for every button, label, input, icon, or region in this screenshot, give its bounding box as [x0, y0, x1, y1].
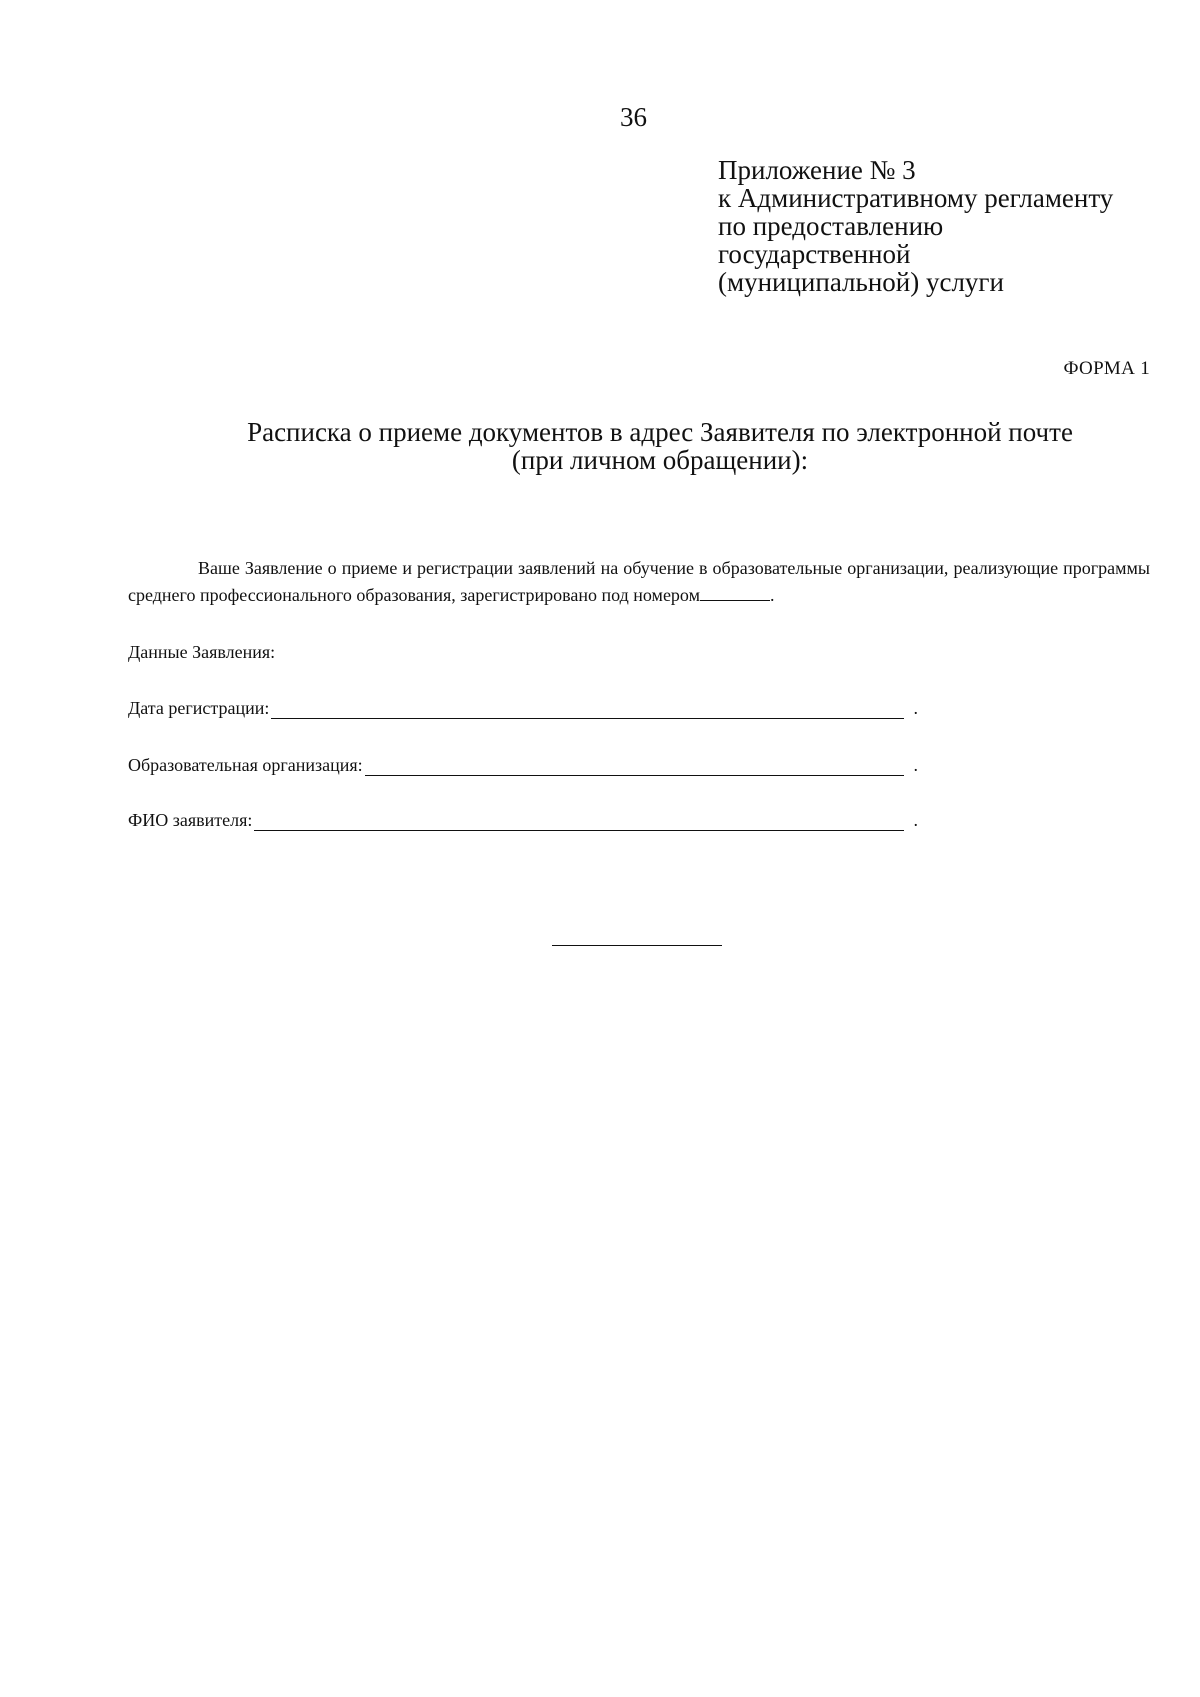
field-end: .: [913, 810, 918, 830]
appendix-line: к Административному регламенту: [718, 183, 1114, 213]
form-label: ФОРМА 1: [1063, 358, 1150, 379]
field-label: ФИО заявителя:: [128, 810, 253, 830]
field-educational-organization: [128, 755, 918, 776]
field-label: Дата регистрации:: [128, 698, 270, 718]
body-paragraph: [128, 555, 1150, 609]
appendix-header: [718, 156, 1158, 296]
footer-rule: [552, 945, 722, 946]
field-label: Образовательная организация:: [128, 755, 363, 775]
field-blank-line: [365, 757, 904, 776]
appendix-line: Приложение № 3: [718, 155, 916, 185]
field-end: .: [913, 698, 918, 718]
field-end: .: [913, 755, 918, 775]
field-registration-date: [128, 698, 918, 719]
page-number: 36: [620, 102, 647, 132]
application-data-label: Данные Заявления:: [128, 642, 276, 662]
field-applicant-name: [128, 810, 918, 831]
appendix-line: по предоставлению: [718, 211, 944, 241]
appendix-line: государственной: [718, 239, 911, 269]
field-blank-line: [271, 700, 903, 719]
title-line-2: (при личном обращении):: [511, 445, 809, 475]
registration-number-blank: [700, 584, 770, 601]
title-line-1: Расписка о приеме документов в адрес Заявителя по электронной почте: [247, 417, 1073, 447]
appendix-line: (муниципальной) услуги: [718, 267, 1004, 297]
document-title: [160, 418, 1160, 474]
field-blank-line: [254, 812, 903, 831]
body-text: Ваше Заявление о приеме и регистрации заявлений на обучение в образовательные организации, реализующие программы среднего профессионального образования, зарегистрировано под номером: [128, 558, 1150, 605]
body-end: .: [769, 585, 775, 605]
